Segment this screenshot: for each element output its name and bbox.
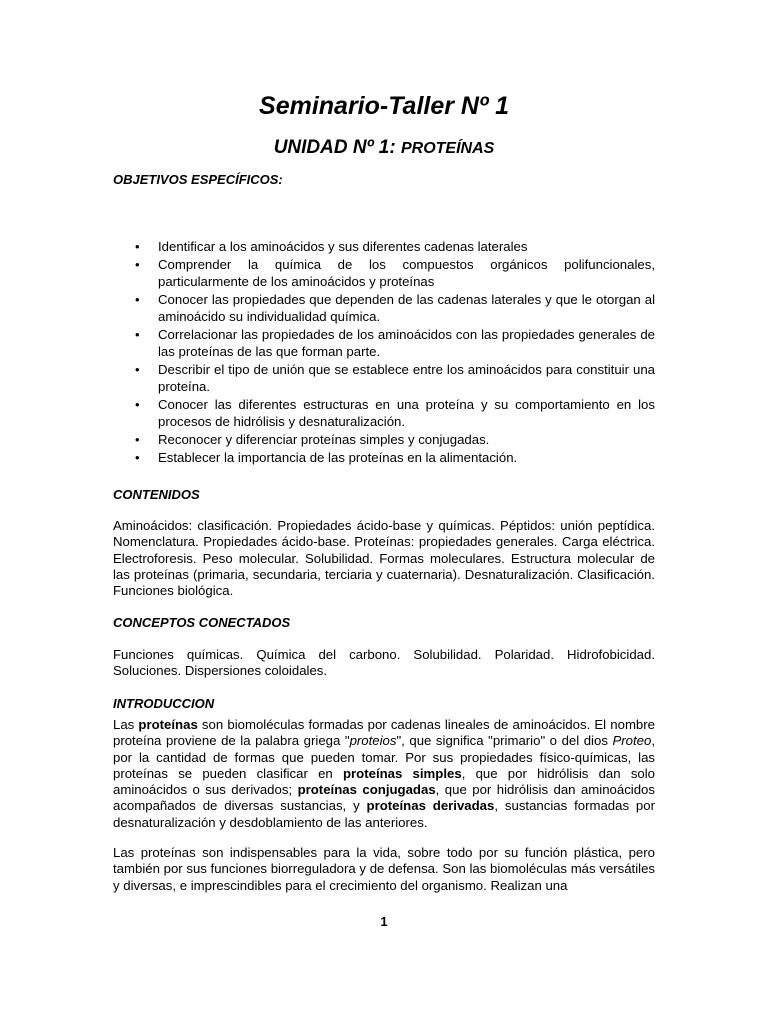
bullet-icon: • (135, 397, 140, 412)
list-item: • Establecer la importancia de las proteínas en la alimentación. (135, 450, 518, 465)
introduccion-paragraph-2: Las proteínas son indispensables para la vida, sobre todo por su función plástica, pero también por sus funciones biorreguladora y de defensa. Son las biomoléculas más versátiles y diversas, e imprescindibles para el crecimiento del organismo. Realizan una (113, 845, 655, 893)
introduccion-paragraph-1: Las proteínas son biomoléculas formadas por cadenas lineales de aminoácidos. El nombre proteína proviene de la palabra griega "proteios", que significa "primario" o del dios Proteo, por la cantidad de formas que pueden tomar. Por sus propiedades físico-químicas, las proteínas se pueden clasificar en proteínas simples, que por hidrólisis dan solo aminoácidos o sus derivados; proteínas conjugadas, que por hidrólisis dan aminoácidos acompañados de diversas sustancias, y proteínas derivadas, sustancias formadas por desnaturalización y desdoblamiento de las anteriores. (113, 717, 656, 830)
bullet-icon: • (135, 239, 140, 254)
list-item: • Describir el tipo de unión que se establece entre los aminoácidos para constituir una proteína. (135, 362, 655, 394)
page-number: 1 (380, 914, 388, 929)
contenidos-heading: CONTENIDOS (113, 487, 200, 502)
unit-title (0, 137, 768, 159)
conceptos-heading: CONCEPTOS CONECTADOS (113, 615, 291, 630)
bullet-icon: • (135, 432, 140, 447)
list-item: • Correlacionar las propiedades de los aminoácidos con las propiedades generales de las proteínas de las que forman parte. (135, 327, 655, 359)
bullet-icon: • (135, 292, 140, 307)
bullet-icon: • (135, 450, 140, 465)
objectives-heading: OBJETIVOS ESPECÍFICOS: (113, 172, 283, 187)
conceptos-text: Funciones químicas. Química del carbono. Solubilidad. Polaridad. Hidrofobicidad. Soluciones. Dispersiones coloidales. (113, 647, 655, 679)
unit-prefix: UNIDAD Nº 1: (273, 137, 396, 158)
objectives-list (113, 238, 655, 467)
introduccion-heading: INTRODUCCION (113, 696, 215, 711)
list-item: • Identificar a los aminoácidos y sus diferentes cadenas laterales (135, 239, 528, 254)
unit-name: PROTEÍNAS (400, 140, 495, 157)
bullet-icon: • (135, 327, 140, 342)
list-item: • Reconocer y diferenciar proteínas simples y conjugadas. (135, 432, 490, 447)
bullet-icon: • (135, 362, 140, 377)
list-item: • Conocer las propiedades que dependen de las cadenas laterales y que le otorgan al aminoácido su individualidad química. (135, 292, 655, 324)
document-title: Seminario-Taller Nº 1 (259, 92, 509, 120)
list-item: • Comprender la química de los compuestos orgánicos polifuncionales, particularmente de los aminoácidos y proteínas (135, 257, 655, 289)
contenidos-text: Aminoácidos: clasificación. Propiedades ácido-base y químicas. Péptidos: unión peptídica. Nomenclatura. Propiedades ácido-base. Proteínas: propiedades generales. Carga eléctrica. Electroforesis. Peso molecular. Solubilidad. Formas moleculares. Estructura molecular de las proteínas (primaria, secundaria, terciaria y cuaternaria). Desnaturalización. Clasificación. Funciones biológica. (113, 518, 655, 599)
bullet-icon: • (135, 257, 140, 272)
list-item: • Conocer las diferentes estructuras en una proteína y su comportamiento en los procesos de hidrólisis y desnaturalización. (135, 397, 655, 429)
